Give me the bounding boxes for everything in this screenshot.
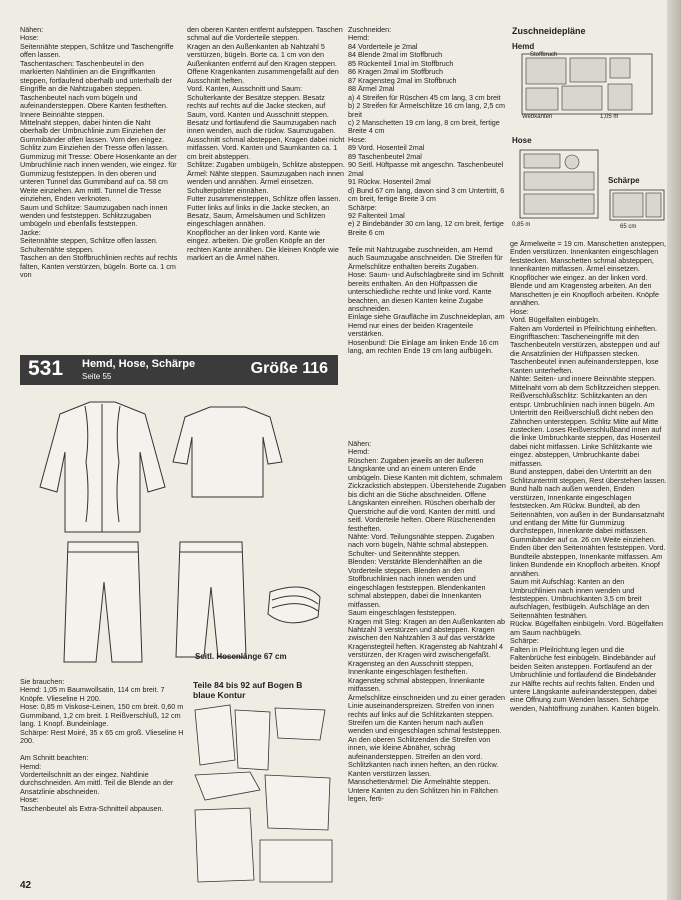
pattern-banner xyxy=(20,355,338,385)
pattern-size: Größe 116 xyxy=(250,360,328,377)
trousers-front-drawing xyxy=(64,542,142,662)
shirt-plan-fold: Stoffbruch xyxy=(530,52,558,58)
plan-label-sash: Schärpe xyxy=(608,176,640,185)
plan-label-shirt: Hemd xyxy=(512,42,535,51)
trouser-length-caption: Seitl. Hosenlänge 67 cm xyxy=(195,652,287,661)
shirt-plan-selvedge: Webkanten xyxy=(522,114,553,120)
shirt-plan-width: 1,05 m xyxy=(600,114,619,120)
shirt-back-drawing xyxy=(173,407,282,497)
plan-label-trousers: Hose xyxy=(512,136,532,145)
page-number: 42 xyxy=(20,880,32,891)
pattern-pieces-diagram xyxy=(190,700,340,890)
trousers-back-drawing xyxy=(176,542,246,657)
garment-illustration xyxy=(20,392,338,672)
trousers-sewing-column: ge Ärmelweite = 19 cm. Manschetten ansteppen, Enden verstürzen. Innenkanten eingeschlagen feststecken. Manschetten schmal absteppen, Innenkanten mitfassen. Ärmel einsetzen. Knopflöcher wie eingez. an der linken vord. Blende und am Kragensteg arbeiten. An den Manschetten je ein Knopfloch arbeiten. Knöpfe annähen. Hose: Vord. Bügelfalten einbügeln. Falten am Vorderteil in Pfeilrichtung einheften. Eingrifftaschen: Tascheneingriffe mit den Taschenbeuteln verstürzen, absteppen und auf die Ansatzlinien der Hüftpassen stecken. Taschenbeutel innen aufeinandersteppen, lose Kanten unterheften. Nähte: Seiten- und innere Beinnähte steppen. Mittelnaht vorn ab dem Schlitzzeichen steppen. Reißverschlußschlitz: Schlitzkanten an den entspr. Umbruchlinien nach innen bügeln. Am Untertritt den Reißverschluß dicht neben den Zähnchen untersteppen. Schlitz Mitte auf Mitte zustecken. Loses Reißverschlußband innen auf die linke Umbruchkante steppen, das Hosenteil dabei nicht mitfassen. Linke Schlitzkante wie eingez. absteppen, Umbruchkante dabei mitfassen. Bund ansteppen, dabei den Untertritt an den Schlitzuntertritt steppen, Rest überstehen lassen. Bund halb nach außen wenden, Enden verstürzen, Innenkante eingeschlagen feststecken. Am Rückw. Bundteil, ab den Seitennähten, von außen in der Bundansatznaht und entlang der Mitte für Gummizug durchsteppen, Innenkante dabei mitfassen. Gummibänder auf ca. 26 cm Weite einziehen. Enden über den Seitennähten feststeppen. Vord. Bundteile absteppen, Innenkante mitfassen. Am linken Bundende ein Knopfloch arbeiten. Knopf annähen. Saum mit Aufschlag: Kanten an den Umbruchlinien nach innen wenden und feststeppen. Umbruchkanten 3,5 cm breit aufschlagen, festbügeln. Aufschläge an den Seitennähten festnähen. Rückw. Bügelfalten einbügeln. Vord. Bügelfalten am Saum nachbügeln. Schärpe: Falten in Pfeilrichtung legen und die Faltenbrüche fest einbügeln. Bindebänder auf beiden Seiten ansteppen. Fortlaufend an der Umbruchlinie und fortlaufend die Bindebänder zur Hälfte rechts auf rechts falten. Enden und untere Längskante aufeinandersteppen, dabei eine Öffnung zum Wenden lassen. Schärpe wenden, Nahtöffnung zunähen. Kanten bügeln. xyxy=(510,240,667,713)
shirt-sewing-column: Nähen: Hemd: Rüschen: Zugaben jeweils an der äußeren Längskante und an einem unteren Ende umbügeln. Diese Kanten mit dichtem, schmalem Zickzackstich absteppen. Überstehende Zugaben bis dicht an die Stiche abschneiden. Offene Längskanten einreihen. Rüschen oberhalb der Querstriche auf die vord. Kanten der mittl. und seitl. Vorderteile heften. Obere Rüschenenden festheften. Nähte: Vord. Teilungsnähte steppen. Zugaben nach vorn bügeln, Nähte schmal absteppen. Schulter- und Seitennähte steppen. Blenden: Verstärkte Blendenhälften an die Vorderteile steppen. Blenden an den Stoffbruchlinien nach innen wenden und eingeschlagen feststeppen. Blendenkanten schmal absteppen, dabei die Innenkanten mitfassen. Saum eingeschlagen feststeppen. Kragen mit Steg: Kragen an den Außenkanten ab Nahtzahl 3 verstürzen und absteppen. Kragen zwischen den Nahtzahlen 3 auf das verstärkte Kragenstegteil heften. Kragensteg ab Nahtzahl 4 verstürzen, der Kragen wird zwischengefaßt. Kragensteg an den Ausschnitt steppen, Innenkante eingeschlagen festheften. Kragensteg schmal absteppen, Innenkante mitfassen. Ärmelschlitze einschneiden und zu einer geraden Linie auseinanderspreizen. Streifen von innen rechts auf links auf die Schlitzkanten steppen. Streifen um die Kanten herum nach außen wenden und eingeschlagen schmal feststeppen. An den oberen Schlitzenden die Streifen von innen, wie kleine Abnäher, schräg aufeinandersteppen. Streifen an den vord. Schlitzkanten nach innen heften, an den rückw. Kanten verstürzen lassen. Manschettenärmel: Die Ärmelnähte steppen. Untere Kanten zu den Schlitzen hin in Fältchen legen, ferti- xyxy=(348,440,506,804)
pattern-page-ref: Seite 55 xyxy=(82,372,112,381)
pattern-pieces-title: Teile 84 bis 92 auf Bogen B blaue Kontur xyxy=(193,680,303,700)
pattern-number: 531 xyxy=(28,357,64,380)
pattern-title: Hemd, Hose, Schärpe xyxy=(82,358,196,370)
sash-plan-width: 65 cm xyxy=(620,224,637,230)
sewing-instructions-column-1: Nähen: Hose: Seitennähte steppen, Schlitze und Taschengriffe offen lassen. Taschentaschen: Taschenbeutel in den markierten Nahtlinien an die Eingriffkanten steppen, fortlaufend oberhalb und unterhalb der Eingriffe an die Nahtzugaben steppen. Taschenbeutel nach vorn bügeln und aufeinandersteppen. Obere Kanten festheften. Innere Beinnähte steppen. Mittelnaht steppen, dabei hinten die Naht oberhalb der Umbruchlinie zum Einziehen der Gummibänder offen lassen. Vorn den eingez. Schlitz zum Einziehen der Tresse offen lassen. Gummizug mit Tresse: Obere Hosenkante an der Umbruchlinie nach innen wenden, wie eingez. für Gummizug feststeppen. In den oberen und unteren Tunnel das Gummiband auf ca. 58 cm Weite einziehen. Am mittl. Tunnel die Tresse einziehen, Enden verknoten. Saum und Schlitze: Saumzugaben nach innen wenden und feststeppen. Schlitzzugaben umbügeln und ebenfalls feststeppen. Jacke: Seitennähte steppen, Schlitze offen lassen. Schulternähte steppen. Taschen an den Stoffbruchlinien rechts auf rechts falten, Kanten verstürzen, bügeln. Borte ca. 1 cm von xyxy=(20,26,178,280)
sash-cutting-plan xyxy=(608,188,668,228)
page-binding-edge xyxy=(667,0,681,900)
cutting-plans-title: Zuschneidepläne xyxy=(512,26,586,36)
materials-section: Sie brauchen: Hemd: 1,05 m Baumwollsatin, 114 cm breit. 7 Knöpfe. Vlieseline H 200. Hose: 0,85 m Viskose-Leinen, 150 cm breit. 0,60 m Gummiband, 1,2 cm breit. 1 Reißverschluß, 12 cm lang. 1 Knopf. Bundeinlage. Schärpe: Rest Moiré, 35 x 65 cm groß. Vlieseline H 200. Am Schnitt beachten: Hemd: Vorderteilschnitt an der eingez. Nahtlinie durchschneiden. Am mittl. Teil die Blende an der Ansatzlinie abschneiden. Hose: Taschenbeutel als Extra-Schnitteil abpausen. xyxy=(20,678,184,813)
sash-drawing xyxy=(268,587,320,623)
cutting-instructions-column: Zuschneiden: Hemd: 84 Vorderteile je 2mal 84 Blende 2mal im Stoffbruch 85 Rückenteil 1mal im Stoffbruch 86 Kragen 2mal im Stoffbruch 87 Kragensteg 2mal im Stoffbruch 88 Ärmel 2mal a) 4 Streifen für Rüschen 45 cm lang, 3 cm breit b) 2 Streifen für Ärmelschlitze 16 cm lang, 2,5 cm breit c) 2 Manschetten 19 cm lang, 8 cm breit, fertige Breite 4 cm Hose: 89 Vord. Hosenteil 2mal 89 Taschenbeutel 2mal 90 Seitl. Hüftpasse mit angeschn. Taschenbeutel 2mal 91 Rückw. Hosenteil 2mal d) Bund 67 cm lang, davon sind 3 cm Untertritt, 6 cm breit, fertige Breite 3 cm Schärpe: 92 Faltenteil 1mal e) 2 Bindebänder 30 cm lang, 12 cm breit, fertige Breite 6 cm Teile mit Nahtzugabe zuschneiden, am Hemd auch Saumzugabe anschneiden. Die Streifen für Ärmelschlitze enthalten bereits Zugaben. Hose: Saum- und Aufschlagbreite sind im Schnitt bereits enthalten. An den Hüftpassen die unterschiedliche rechte und linke vord. Kante beachten, an diesen Kanten keine Zugabe anschneiden. Einlage siehe Graufläche im Zuschneideplan, am Hemd nur eines der beiden Kragenteile verstärken. Hosenbund: Die Einlage am linken Ende 16 cm lang, am rechten Ende 19 cm lang aufbügeln. xyxy=(348,26,505,356)
trousers-cutting-plan xyxy=(512,146,602,226)
sewing-instructions-column-2: den oberen Kanten entfernt aufsteppen. Taschen schmal auf die Vorderteile steppen. Kragen an den Außenkanten ab Nahtzahl 5 verstürzen, bügeln. Borte ca. 1 cm von den Außenkanten entfernt auf den Kragen steppen. Offene Kragenkanten zusammengefaßt auf den Ausschnitt heften. Vord. Kanten, Ausschnitt und Saum: Schulterkante der Besätze steppen. Besatz rechts auf rechts auf die Jacke stecken, auf Saum, vord. Kanten und Ausschnitt steppen. Besatz und fortlaufend die Saumzugaben nach innen wenden, auch die rückw. Saumzugaben. Ausschnitt schmal absteppen, Kragen dabei nicht mitfassen. Vord. Kanten und Saumkanten ca. 1 cm breit absteppen. Schlitze: Zugaben umbügeln, Schlitze absteppen. Ärmel: Nähte steppen. Saumzugaben nach innen wenden und annähen. Ärmel einsetzen. Schulterpolster einnähen. Futter zusammensteppen, Schlitze offen lassen. Futter links auf links in die Jacke stecken, an Besatz, Saum, Ärmelsäumen und Schlitzen eingeschlagen annähen. Knopflöcher an der linken vord. Kante wie eingez. arbeiten. Die großen Knöpfe an der rechten Kante annähen. Die kleinen Knöpfe wie markiert an die Ärmel nähen. xyxy=(187,26,345,263)
trousers-plan-width: 0,85 m xyxy=(512,222,531,228)
